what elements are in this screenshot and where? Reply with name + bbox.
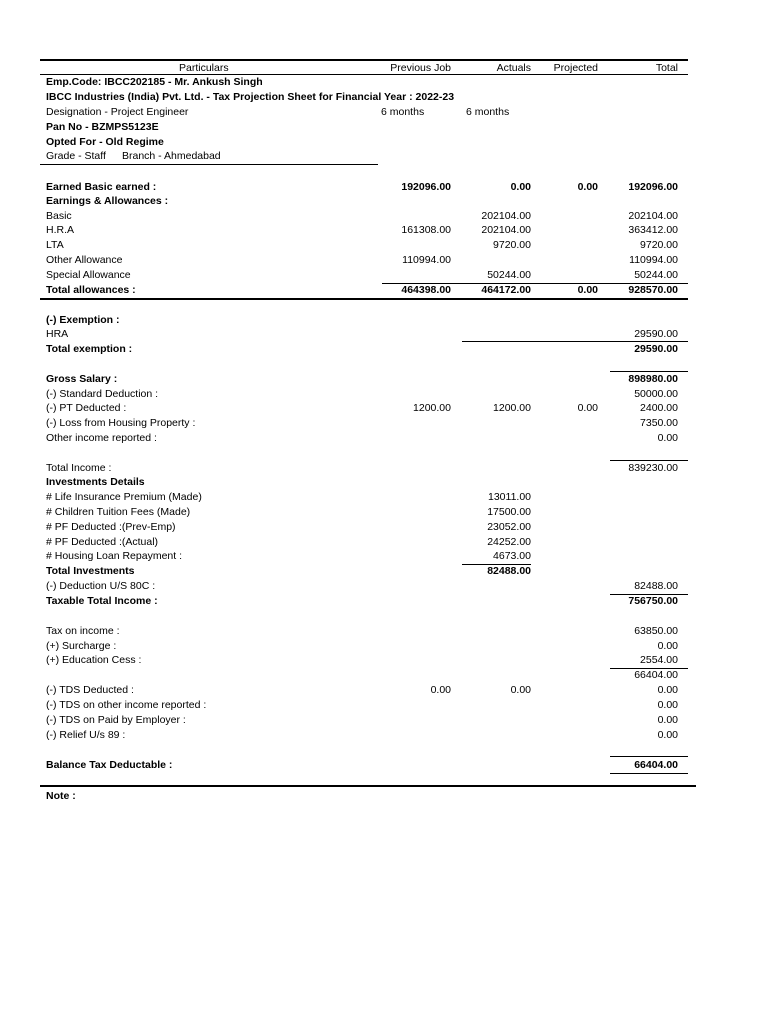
row-total-value: 0.00: [657, 432, 678, 444]
row-actuals-value: 202104.00: [481, 210, 531, 222]
row-label: (-) Exemption :: [46, 314, 120, 326]
row-total-value: 66404.00: [634, 669, 678, 681]
row-total-value: 0.00: [657, 699, 678, 711]
row-actuals-value: 0.00: [510, 684, 531, 696]
branch: Branch - Ahmedabad: [122, 150, 221, 162]
row-total-value: 7350.00: [640, 417, 678, 429]
row-label: (-) TDS Deducted :: [46, 684, 134, 696]
row-label: LTA: [46, 239, 64, 251]
row-label: (-) TDS on Paid by Employer :: [46, 714, 186, 726]
emp-code: Emp.Code: IBCC202185 - Mr. Ankush Singh: [46, 76, 263, 88]
actual-months: 6 months: [466, 106, 510, 118]
gross-rule: [610, 371, 688, 372]
row-total-value: 839230.00: [628, 462, 678, 474]
bottom-rule: [40, 785, 696, 787]
row-previous-job-value: 110994.00: [402, 254, 451, 266]
row-actuals-value: 17500.00: [487, 506, 531, 518]
row-label: (-) Deduction U/S 80C :: [46, 580, 156, 592]
note-label: Note :: [46, 790, 76, 802]
row-actuals-value: 0.00: [510, 181, 531, 193]
row-actuals-value: 50244.00: [487, 269, 531, 281]
header-previous-job: Previous Job: [390, 62, 451, 74]
row-total-value: 2400.00: [640, 402, 678, 414]
row-total-value: 0.00: [657, 714, 678, 726]
row-label: Special Allowance: [46, 269, 131, 281]
row-actuals-value: 23052.00: [487, 521, 531, 533]
row-label: Taxable Total Income :: [46, 595, 158, 607]
row-previous-job-value: 1200.00: [413, 402, 451, 414]
row-projected-value: 0.00: [577, 402, 598, 414]
row-label: Total Investments: [46, 565, 135, 577]
row-label: # PF Deducted :(Prev-Emp): [46, 521, 176, 533]
row-projected-value: 0.00: [577, 284, 598, 296]
designation: Designation - Project Engineer: [46, 106, 189, 118]
top-rule: [40, 59, 688, 61]
header-actuals: Actuals: [496, 62, 531, 74]
row-label: Other income reported :: [46, 432, 157, 444]
row-actuals-value: 9720.00: [493, 239, 531, 251]
total-income-rule: [610, 460, 688, 461]
row-label: (-) TDS on other income reported :: [46, 699, 207, 711]
row-label: Total exemption :: [46, 343, 133, 355]
header-total: Total: [655, 62, 678, 74]
tax-regime: Opted For - Old Regime: [46, 136, 164, 148]
row-total-value: 82488.00: [634, 580, 678, 592]
row-total-value: 363412.00: [628, 224, 678, 236]
balance-rule: [610, 756, 688, 757]
row-actuals-value: 202104.00: [481, 224, 531, 236]
row-actuals-value: 1200.00: [493, 402, 531, 414]
row-label: Total allowances :: [46, 284, 136, 296]
row-label: Balance Tax Deductable :: [46, 759, 173, 771]
row-total-value: 756750.00: [628, 595, 678, 607]
row-label: HRA: [46, 328, 69, 340]
allowances-rule: [382, 283, 688, 284]
allowances-total-rule: [40, 298, 688, 300]
investments-rule: [462, 564, 531, 565]
pan-number: Pan No - BZMPS5123E: [46, 121, 159, 133]
row-total-value: 50244.00: [634, 269, 678, 281]
row-label: Gross Salary :: [46, 373, 118, 385]
header-rule: [40, 74, 688, 75]
row-label: Earnings & Allowances :: [46, 195, 169, 207]
row-total-value: 0.00: [657, 684, 678, 696]
row-previous-job-value: 0.00: [430, 684, 451, 696]
row-total-value: 192096.00: [628, 181, 678, 193]
row-label: # Children Tuition Fees (Made): [46, 506, 191, 518]
grade: Grade - Staff: [46, 150, 106, 162]
row-label: # PF Deducted :(Actual): [46, 536, 159, 548]
row-actuals-value: 464172.00: [481, 284, 531, 296]
row-total-value: 928570.00: [628, 284, 678, 296]
row-label: Investments Details: [46, 476, 145, 488]
taxable-rule: [610, 594, 688, 595]
row-previous-job-value: 192096.00: [401, 181, 451, 193]
previous-months: 6 months: [381, 106, 425, 118]
company-title: IBCC Industries (India) Pvt. Ltd. - Tax Projection Sheet for Financial Year : 2022-23: [46, 91, 455, 103]
row-total-value: 29590.00: [634, 343, 678, 355]
row-total-value: 29590.00: [634, 328, 678, 340]
row-projected-value: 0.00: [577, 181, 598, 193]
row-total-value: 66404.00: [634, 759, 678, 771]
row-previous-job-value: 464398.00: [401, 284, 451, 296]
row-label: # Life Insurance Premium (Made): [46, 491, 202, 503]
row-actuals-value: 4673.00: [493, 550, 531, 562]
row-actuals-value: 13011.00: [487, 491, 531, 503]
cess-rule: [610, 668, 688, 669]
row-label: (+) Education Cess :: [46, 654, 142, 666]
row-label: (-) PT Deducted :: [46, 402, 127, 414]
header-projected: Projected: [553, 62, 598, 74]
header-particulars: Particulars: [179, 62, 229, 74]
row-label: (-) Loss from Housing Property :: [46, 417, 196, 429]
row-label: (-) Relief U/s 89 :: [46, 729, 126, 741]
row-total-value: 0.00: [657, 640, 678, 652]
row-total-value: 202104.00: [628, 210, 678, 222]
row-label: Tax on income :: [46, 625, 120, 637]
info-rule: [40, 164, 378, 165]
row-total-value: 50000.00: [634, 388, 678, 400]
row-total-value: 9720.00: [640, 239, 678, 251]
exemption-rule: [462, 341, 688, 342]
row-label: Basic: [46, 210, 72, 222]
row-label: H.R.A: [46, 224, 75, 236]
row-total-value: 63850.00: [634, 625, 678, 637]
row-label: Other Allowance: [46, 254, 123, 266]
row-total-value: 0.00: [657, 729, 678, 741]
row-label: # Housing Loan Repayment :: [46, 550, 183, 562]
row-previous-job-value: 161308.00: [401, 224, 451, 236]
row-label: Total Income :: [46, 462, 112, 474]
row-total-value: 2554.00: [640, 654, 678, 666]
row-total-value: 898980.00: [628, 373, 678, 385]
row-label: (-) Standard Deduction :: [46, 388, 159, 400]
row-total-value: 110994.00: [629, 254, 678, 266]
row-actuals-value: 82488.00: [487, 565, 531, 577]
row-label: Earned Basic earned :: [46, 181, 157, 193]
row-label: (+) Surcharge :: [46, 640, 117, 652]
row-actuals-value: 24252.00: [487, 536, 531, 548]
balance-bottom-rule: [610, 773, 688, 774]
